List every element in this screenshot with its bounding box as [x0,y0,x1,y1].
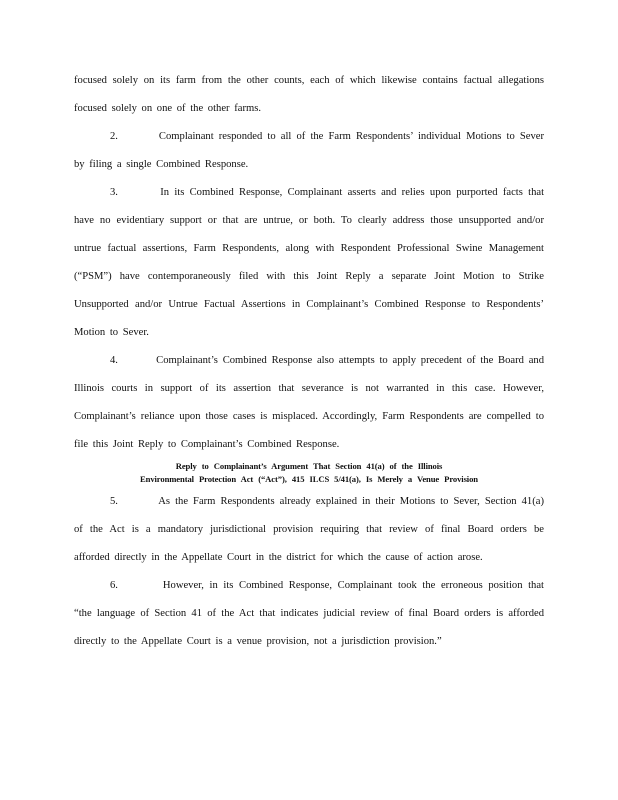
paragraph-2 [74,123,544,179]
section-heading-line-1: Reply to Complainant’s Argument That Section 41(a) of the Illinois [175,461,443,471]
paragraph-text: focused solely on its farm from the other counts, each of which likewise contains factual allegations focused solely on one of the other farms. [74,75,544,114]
paragraph-number: 6. [110,580,118,591]
paragraph-number: 2. [110,131,118,142]
paragraph-6 [74,572,544,656]
paragraph-text: However, in its Combined Response, Complainant took the erroneous position that “the language of Section 41 of the Act that indicates judicial review of final Board orders is afforded directly to the Appellate Court is a venue provision, not a jurisdiction provision.” [74,580,545,647]
paragraph-text: In its Combined Response, Complainant asserts and relies upon purported facts that have no evidentiary support or that are untrue, or both. To clearly address those unsupported and/or untrue factual assertions, Farm Respondents, along with Respondent Professional Swine Management (“PSM”) have contemporaneously filed with this Joint Reply a separate Joint Motion to Strike Unsupported and/or Untrue Factual Assertions in Complainant’s Combined Response to Respondents’ Motion to Sever. [74,187,545,338]
paragraph-4 [74,347,544,459]
section-heading [74,460,544,486]
paragraph-3 [74,179,544,347]
paragraph-text: As the Farm Respondents already explained in their Motions to Sever, Section 41(a) of the Act is a mandatory jurisdictional provision requiring that review of final Board orders be afforded directly in the Appellate Court in the district for which the cause of action arose. [74,496,544,563]
paragraph-number: 4. [110,355,118,366]
paragraph-number: 3. [110,187,118,198]
paragraph-5 [74,488,544,572]
paragraph-text: Complainant’s Combined Response also attempts to apply precedent of the Board and Illinois courts in support of its assertion that severance is not warranted in this case. However, Complainant’s reliance upon those cases is misplaced. Accordingly, Farm Respondents are compelled to file this Joint Reply to Complainant’s Combined Response. [74,355,544,450]
section-heading-line-2: Environmental Protection Act (“Act”), 415 ILCS 5/41(a), Is Merely a Venue Provision [140,474,478,484]
paragraph-text: Complainant responded to all of the Farm Respondents’ individual Motions to Sever by filing a single Combined Response. [74,131,544,170]
paragraph-number: 5. [110,496,118,507]
document-body [74,67,544,656]
paragraph-continued [74,67,544,123]
